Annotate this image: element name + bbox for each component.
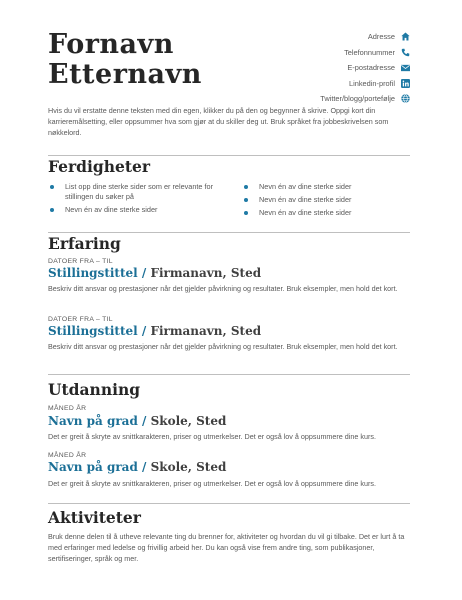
list-item[interactable]: List opp dine sterke sider som er relevante for stillingen du søker på [48,182,238,202]
linkedin-icon [401,79,410,88]
divider [48,232,410,233]
list-item[interactable]: Nevn én av dine sterke sider [242,195,412,205]
experience-date[interactable]: DATOER FRA – TIL [48,316,113,323]
experience-description[interactable]: Beskriv ditt ansvar og prestasjoner når det gjelder påvirkning og resultater. Bruk eksempler, men hold det kort. [48,342,398,351]
experience-title[interactable]: Stillingstittel / Firmanavn, Sted [48,324,262,338]
activities-heading[interactable]: Aktiviteter [48,508,141,527]
contact-email-label[interactable]: E-postadresse [347,63,395,73]
contact-web-label[interactable]: Twitter/blogg/portefølje [320,94,395,104]
contact-email[interactable] [320,60,410,76]
education-title[interactable]: Navn på grad / Skole, Sted [48,414,227,428]
bullet-icon [244,211,248,215]
contact-linkedin-label[interactable]: Linkedin-profil [348,78,395,88]
contact-phone[interactable] [320,45,410,61]
intro-text[interactable]: Hvis du vil erstatte denne teksten med din egen, klikker du på den og begynner å skrive. Oppgi kort din karrieremålsetting, eller oppsummer hva som gjør at du skiller deg ut. Bruk språket fra jobbeskrivelsen som nøkkelord. [48,106,389,137]
bullet-icon [50,208,54,212]
phone-icon [401,48,410,57]
bullet-icon [244,185,248,189]
bullet-icon [244,198,248,202]
skills-list-right [242,182,412,221]
divider [48,155,410,156]
bullet-icon [50,185,54,189]
experience-date[interactable]: DATOER FRA – TIL [48,258,113,265]
divider [48,503,410,504]
contact-phone-label[interactable]: Telefonnummer [344,47,395,57]
contact-address[interactable] [320,29,410,45]
skills-heading[interactable]: Ferdigheter [48,157,151,176]
list-item[interactable]: Nevn én av dine sterke sider [48,205,238,215]
full-name[interactable] [48,30,202,90]
email-icon [401,63,410,72]
education-description[interactable]: Det er greit å skryte av snittkarakteren, priser og utmerkelser. Det er også lov å oppsummere dine kurs. [48,479,376,488]
experience-description[interactable]: Beskriv ditt ansvar og prestasjoner når det gjelder påvirkning og resultater. Bruk eksempler, men hold det kort. [48,284,398,293]
experience-title[interactable]: Stillingstittel / Firmanavn, Sted [48,266,262,280]
education-title[interactable]: Navn på grad / Skole, Sted [48,460,227,474]
divider [48,374,410,375]
list-item[interactable]: Nevn én av dine sterke sider [242,182,412,192]
education-date[interactable]: MÅNED ÅR [48,405,87,412]
last-name[interactable]: Etternavn [48,59,202,90]
skills-list-left [48,182,238,218]
education-heading[interactable]: Utdanning [48,380,141,399]
contact-info [320,29,410,107]
contact-linkedin[interactable] [320,76,410,92]
first-name[interactable]: Fornavn [48,29,174,60]
experience-heading[interactable]: Erfaring [48,234,121,253]
contact-address-label[interactable]: Adresse [367,32,395,42]
globe-icon [401,94,410,103]
education-description[interactable]: Det er greit å skryte av snittkarakteren, priser og utmerkelser. Det er også lov å oppsummere dine kurs. [48,432,376,441]
list-item[interactable]: Nevn én av dine sterke sider [242,208,412,218]
home-icon [401,32,410,41]
activities-text[interactable]: Bruk denne delen til å utheve relevante ting du brenner for, aktiviteter og hvordan du vil gi tilbake. Det er lurt å ta med erfaringer med ledelse og frivillig arbeid her. Du kan også vise frem andre ting, som publikasjoner, sertifiseringer, språk og mer. [48,532,405,563]
education-date[interactable]: MÅNED ÅR [48,452,87,459]
